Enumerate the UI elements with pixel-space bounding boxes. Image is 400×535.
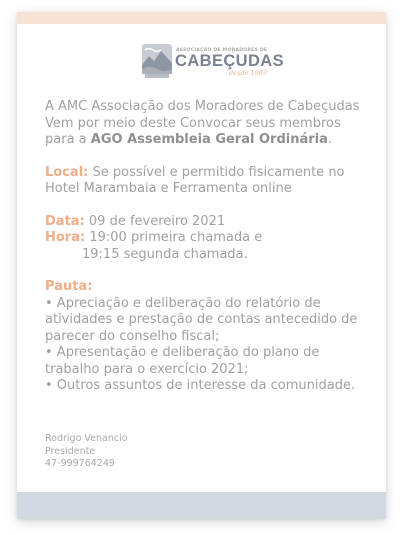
landscape-emblem-icon [141, 43, 173, 79]
agenda-line: • Outros assuntos de interesse da comunidade. [45, 378, 356, 393]
intro-suffix: . [327, 132, 333, 147]
time-line [45, 230, 375, 247]
local-line: Hotel Marambaia e Ferramenta online [45, 181, 292, 196]
agenda-line: • Apresentação e deliberação do plano de [45, 345, 320, 360]
date-label: Data: [45, 213, 85, 229]
intro-line: Vem por meio deste Convocar seus membros [45, 115, 341, 131]
assembly-name: AGO Assembleia Geral Ordinária [90, 132, 328, 147]
local-label: Local: [45, 164, 89, 180]
agenda-line: parecer do conselho fiscal; [45, 328, 220, 344]
time-label: Hora: [45, 230, 86, 245]
bottom-color-band [17, 492, 386, 519]
top-color-band [17, 12, 386, 24]
association-logo [141, 43, 285, 81]
date-value: 09 de fevereiro 2021 [88, 213, 226, 229]
date-line [45, 214, 375, 231]
invitation-card [17, 12, 386, 519]
agenda-label: Pauta: [45, 279, 93, 294]
local-text: Se possível e permitido fisicamente no [92, 164, 345, 180]
agenda-line: atividades e prestação de contas antecedido de [45, 312, 358, 327]
signature-name: Rodrigo Venancio [45, 433, 128, 444]
intro-prefix: para a [45, 132, 87, 147]
time-value: 19:00 primeira chamada e [89, 230, 263, 245]
intro-line: A AMC Associação dos Moradores de Cabeçudas [45, 99, 360, 114]
time-line: 19:15 segunda chamada. [82, 246, 248, 262]
agenda-line: trabalho para o exercício 2021; [45, 361, 249, 377]
logo-subtitle: ASSOCIAÇÃO DE MORADORES DE [176, 48, 268, 53]
convocation-body [45, 99, 375, 395]
agenda-line: • Apreciação e deliberação do relatório de [45, 295, 321, 311]
signature-block [45, 433, 128, 471]
signature-role: Presidente [45, 445, 96, 457]
intro-line [45, 132, 375, 149]
local-line [45, 165, 375, 182]
logo-title: CABEÇUDAS [175, 52, 285, 70]
signature-phone: 47-999764249 [45, 458, 115, 469]
logo-script: desde 1983 [229, 69, 267, 77]
